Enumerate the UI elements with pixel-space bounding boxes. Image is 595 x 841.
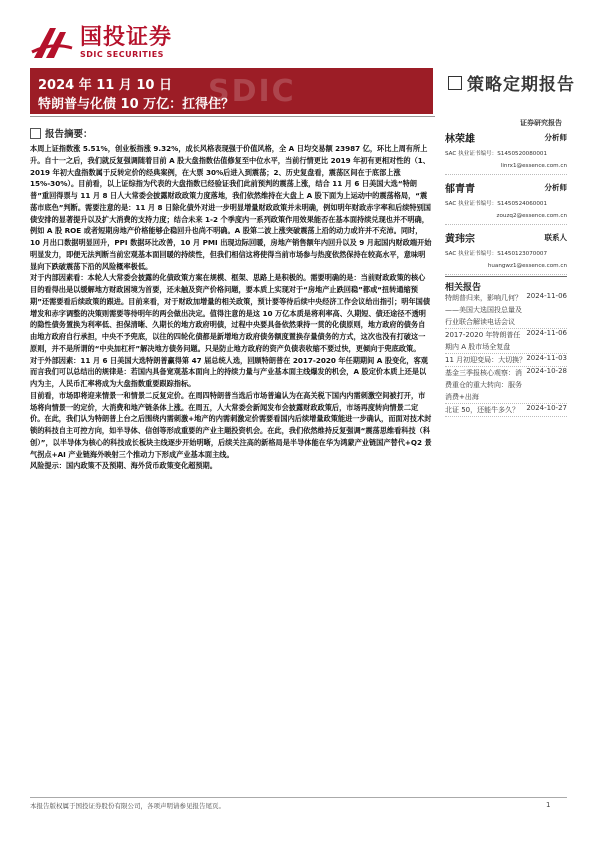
risk-warning: 风险提示：国内政策不及预期、海外货币政策变化超预期。 <box>30 461 217 471</box>
title-banner <box>30 68 433 114</box>
footer-divider <box>30 797 567 798</box>
analyst-cert: SAC 执业证书编号：S1450524060001 <box>445 201 548 207</box>
related-report-item[interactable] <box>445 354 567 367</box>
report-type-label: 策略定期报告 <box>467 75 575 95</box>
logo-english-name: SDIC SECURITIES <box>80 49 164 59</box>
analyst-role: 分析师 <box>544 133 567 142</box>
summary-heading-label: 报告摘要： <box>45 129 93 140</box>
analyst-cert: SAC 执业证书编号：S1450123070007 <box>445 251 548 257</box>
company-logo <box>30 22 172 62</box>
summary-body <box>30 143 432 472</box>
analyst-role: 分析师 <box>544 183 567 192</box>
related-report-item[interactable] <box>445 404 567 417</box>
sdic-logo-icon <box>30 22 74 62</box>
report-date: 2024 年 11 月 10 日 <box>38 78 172 93</box>
related-report-item[interactable] <box>445 329 567 354</box>
related-report-date: 2024-10-28 <box>526 367 567 375</box>
analyst-card <box>445 230 567 275</box>
research-report-label: 证券研究报告 <box>520 119 562 127</box>
related-report-title[interactable]: 2017-2020 年特朗普任期内 A 股市场全复盘 <box>445 331 521 351</box>
related-report-date: 2024-11-06 <box>526 329 567 337</box>
analyst-name: 林荣雄 <box>445 134 475 145</box>
related-report-title[interactable]: 基金三季报核心观察：消费重仓的重大转向：服务消费+出海 <box>445 369 522 401</box>
related-report-item[interactable] <box>445 292 567 329</box>
analyst-role: 联系人 <box>544 233 567 242</box>
analyst-card <box>445 180 567 225</box>
divider <box>30 116 435 117</box>
related-report-date: 2024-11-03 <box>526 354 567 362</box>
chart-icon <box>448 76 462 90</box>
banner-watermark: SDIC <box>208 74 296 109</box>
logo-chinese-name: 国投证券 <box>80 24 173 50</box>
summary-paragraph: 目前看，市场即将迎来情景一和情景二反复定价。在周四特朗普当选后市场普遍认为在高关税下国内内需刺激空间被打开，市场将向情景一的定价，大消费和地产链条体上涨。在周五，人大常委会新闻发布会披露财政政策后，市场再度转向情景二定价。在此，我们认为特朗普上台之后围绕内需刺激+地产的内需刺激定价需要看国内后续增量政策能进一步确认，而面对技术封锁的科技自主可控方向，如半导体、信创等形成重要的产业主题投资机会。在此，我们依然维持反复强调“震荡思维看科技（科创）”，以半导体为核心的科技成长板块主线逐步开始明晰，后续关注高的新格局是半导体能在华为鸿蒙产业链国产替代+Q2 景气拐点+AI 产业链海外映射三个推动力下形成产业基本面主线。 <box>30 390 432 459</box>
related-report-title[interactable]: 特朗普归来，影响几何？——美国大选国投总量及行业联合解读电话会议 <box>445 294 522 326</box>
summary-paragraph: 对于外部因素：11 月 6 日美国大选特朗普赢得第 47 届总统人选，回顾特朗普在 2017-2020 年任期期间 A 股变化，客观而言我们可以总结出的规律是：若国内具备宽观基本面向上的持续力量与产业基本面主线爆发的机会，A 股定价本质上还是以内为主，人民币汇率将成为大盘指数重要跟踪指标。 <box>30 355 428 388</box>
square-bullet-icon <box>30 128 41 139</box>
analyst-name: 郁青青 <box>445 184 475 195</box>
related-report-date: 2024-10-27 <box>526 404 567 412</box>
related-report-date: 2024-11-06 <box>526 292 567 300</box>
related-report-item[interactable] <box>445 367 567 404</box>
analyst-card <box>445 130 567 175</box>
analyst-name: 黄玮宗 <box>445 234 475 245</box>
page-number: 1 <box>546 801 551 809</box>
related-report-title[interactable]: 11 月初迎变局：大切换？ <box>445 356 527 364</box>
analyst-cert: SAC 执业证书编号：S1450520080001 <box>445 151 548 157</box>
report-title: 特朗普与化债 10 万亿：扛得住？ <box>38 97 235 112</box>
summary-paragraph: 对于内部因素看：本轮人大常委会披露的化债政策方案在规模、框架、思路上是积极的。需要明确的是：当前财政政策的核心目的看得出是以缓解地方财政困境为首要，还未触及资产价格问题，要本质上实现对于“房地产止跌回稳”都或“扭转通缩预期”还需要看后续政策的跟进。目前来看，对于财政加增量的相关政策，预计要等待后续中央经济工作会议给出指引；明年国债增发和赤字调整的决策则需要等待明年的两会做出决定。值得注意的是这 10 万亿本质是将利率高、久期短、债还途径不透明的隐性债务置换为利率低、担保清晰、久期长的地方政府明债，过程中央要具备依然秉持一贯的化债原则，地方政府的债务自由地方政府自行承担，中央不予兜底，以往的四轮化债都是新增地方政府债务额度置换存量债务的方式，这次也没有打破这一原则，并不是所谓的“中央加杠杆”解决地方债务问题。只是防止地方政府的资产负债表收缩不要过快，更倾向于兜底政策。 <box>30 273 431 353</box>
summary-heading <box>30 126 93 140</box>
related-reports-heading: 相关报告 <box>445 276 567 293</box>
analyst-panel <box>445 130 567 280</box>
analyst-email[interactable]: linrx1@essence.com.cn <box>500 163 567 169</box>
report-type <box>448 70 575 95</box>
related-report-title[interactable]: 北证 50，还能牛多久？ <box>445 406 520 414</box>
related-reports-list <box>445 292 567 417</box>
analyst-email[interactable]: zouzq2@essence.com.cn <box>496 213 567 219</box>
summary-paragraph: 本周上证指数涨 5.51%，创业板指涨 9.32%，成长风格表现强于价值风格，全 A 日均交易额 23987 亿，环比上周有所上升。自十一之后，我们就反复强调随着目前 A 股大盘指数估值修复至中位水平，当前行情更比 2019 年初有更相对性的（1、2019 年初大盘指数属于反转定价的经典案例，在大票 30%后进入到震荡；2、历史复盘看，震荡区间在于底部上涨 15%-30%）。目前看，以上证综指为代表的大盘指数已经验证我们此前预判的震荡上涨，结合 11 月 6 日美国大选“特朗普”重回得票与 11 月 8 日人大常委会披露财政政策力度落地，我们依然维持在大盘上 A 股下面为上运动中的震荡格局，“震荡市底色”判断。需要注意的是：11 月 8 日除化债外对进一步明显增量财政政策并未明确，例如明年财政赤字率和后续特别国债安排的显著提升以及扩大消费的支持力度；结合未来 1-2 个季度内一系列政策作用效果能否在基本面持续兑现也并不明确，例如 A 股 ROE 或者短期房地产价格能够企稳回升也尚不明确。A 股第二波上涨突破震荡上沿的动力或许并不充沛。同时，10 月出口数据明显回升，PPI 数据环比改善，10 月 PMI 出现边际回暖，房地产销售额年内回升以及 9 月起国内财政端开始明显发力，即便无法判断当前宏观基本面回暖的持续性，但我们相信这将使得当前市场参与热度依然保持在较高水平，意味明显向下跌破震荡下沿的风险概率极低。 <box>30 144 432 271</box>
footer-disclaimer: 本报告版权属于国投证券股份有限公司，各项声明请参见报告尾页。 <box>30 802 225 810</box>
analyst-email[interactable]: huangwz1@essence.com.cn <box>487 263 567 269</box>
